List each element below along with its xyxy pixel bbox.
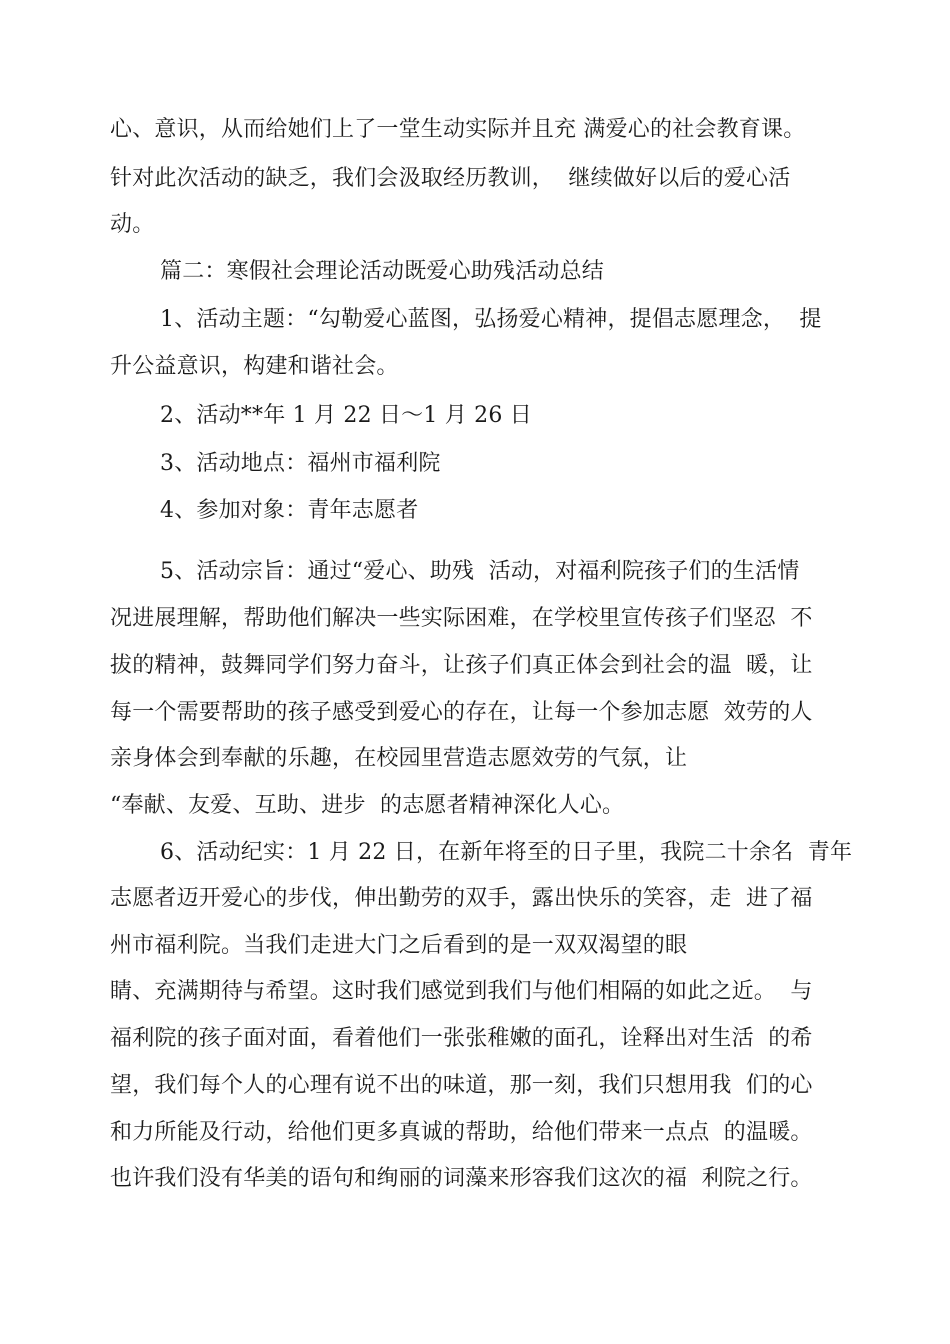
text-line: 3、活动地点：福州市福利院 — [160, 451, 441, 476]
text-line: 也许我们没有华美的语句和绚丽的词藻来形容我们这次的福 利院之行。 — [110, 1166, 813, 1191]
text-line: 和力所能及行动，给他们更多真诚的帮助，给他们带来一点点 的温暖。 — [110, 1120, 813, 1145]
text-line: 睛、充满期待与希望。这时我们感觉到我们与他们相隔的如此之近。 与 — [110, 979, 813, 1004]
text-line: 升公益意识，构建和谐社会。 — [110, 354, 399, 379]
text-line: 州市福利院。当我们走进大门之后看到的是一双双渴望的眼 — [110, 933, 688, 958]
text-line: 动。 — [110, 212, 155, 237]
text-line: 况进展理解，帮助他们解决一些实际困难，在学校里宣传孩子们坚忍 不 — [110, 606, 813, 631]
section-heading: 篇二：寒假社会理论活动既爱心助残活动总结 — [160, 259, 605, 284]
text-line: 6、活动纪实：1 月 22 日，在新年将至的日子里，我院二十余名 青年 — [160, 840, 853, 865]
text-line: 亲身体会到奉献的乐趣，在校园里营造志愿效劳的气氛，让 — [110, 746, 688, 771]
text-line: 4、参加对象：青年志愿者 — [160, 498, 419, 523]
text-line: 每一个需要帮助的孩子感受到爱心的存在，让每一个参加志愿 效劳的人 — [110, 700, 813, 725]
text-line: 5、活动宗旨：通过“爱心、助残 活动，对福利院孩子们的生活情 — [160, 559, 800, 584]
text-line: 拔的精神，鼓舞同学们努力奋斗，让孩子们真正体会到社会的温 暖，让 — [110, 653, 813, 678]
text-line: 心、意识，从而给她们上了一堂生动实际并且充 满爱心的社会教育课。 — [110, 117, 806, 142]
text-line: 福利院的孩子面对面，看着他们一张张稚嫩的面孔，诠释出对生活 的希 — [110, 1026, 813, 1051]
text-line: 1、活动主题：“勾勒爱心蓝图，弘扬爱心精神，提倡志愿理念， 提 — [160, 307, 822, 332]
text-line: 2、活动**年 1 月 22 日〜1 月 26 日 — [160, 403, 532, 428]
text-line: 志愿者迈开爱心的步伐，伸出勤劳的双手，露出快乐的笑容，走 进了福 — [110, 886, 813, 911]
text-line: 针对此次活动的缺乏，我们会汲取经历教训， 继续做好以后的爱心活 — [110, 166, 791, 191]
text-line: “奉献、友爱、互助、进步 的志愿者精神深化人心。 — [110, 793, 625, 818]
text-line: 望，我们每个人的心理有说不出的味道，那一刻，我们只想用我 们的心 — [110, 1073, 813, 1098]
